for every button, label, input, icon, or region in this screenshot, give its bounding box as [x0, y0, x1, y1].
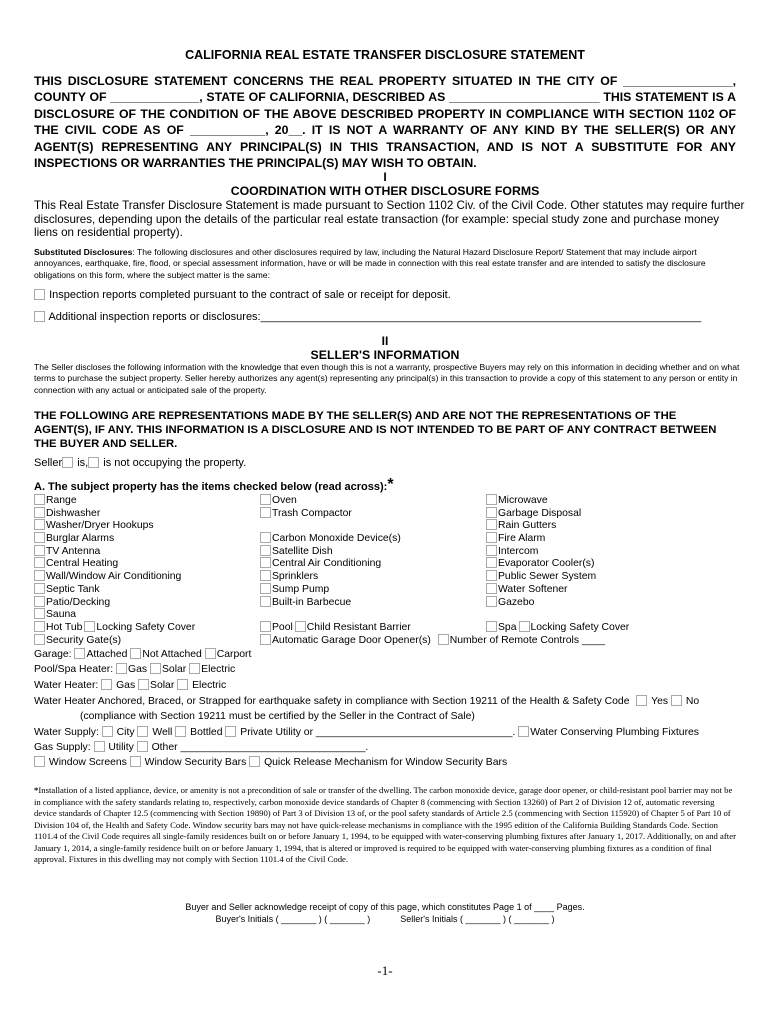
intro-statement: THIS DISCLOSURE STATEMENT CONCERNS THE REAL PROPERTY SITUATED IN THE CITY OF ________________, COUNTY OF _____________, STATE OF CALIFORNIA, DESCRIBED AS ______________________ THIS STATEMENT IS A DISCLOSURE OF THE CONDITION OF THE ABOVE DESCRIBED PROPERTY IN COMPLIANCE WITH SECTION 1102 OF THE CIVIL CODE AS OF ___________, 20__. IT IS NOT A WARRANTY OF ANY KIND BY THE SELLER(S) OR ANY AGENT(S) REPRESENTING ANY PRINCIPAL(S) IN THIS TRANSACTION, AND IS NOT A SUBSTITUTE FOR ANY INSPECTIONS OR WARRANTIES THE PRINCIPAL(S) MAY WISH TO OBTAIN.	[34, 74, 736, 171]
item-checkbox[interactable]	[34, 557, 45, 568]
item-checkbox[interactable]	[34, 494, 45, 505]
items-asterisk: *	[387, 476, 394, 493]
item-label: Carbon Monoxide Device(s)	[272, 533, 401, 545]
item-row	[486, 532, 596, 545]
window-bars-checkbox[interactable]	[130, 756, 141, 767]
item-label: Microwave	[498, 495, 548, 506]
remote-controls-label: Number of Remote Controls ____	[449, 635, 606, 646]
item-label: Rain Gutters	[498, 520, 557, 532]
garage-openers-label: Automatic Garage Door Opener(s)	[272, 635, 431, 646]
additional-reports-label: Additional inspection reports or disclosures:________________________________________________________________________	[48, 311, 702, 323]
item-checkbox[interactable]	[260, 507, 271, 518]
item-row	[486, 494, 596, 507]
item-row	[486, 519, 596, 532]
initials-line	[0, 914, 770, 924]
pool-heater-solar-label: Solar	[161, 664, 187, 675]
section-2-number: II	[381, 334, 389, 348]
item-label: Fire Alarm	[498, 533, 546, 545]
item-checkbox[interactable]	[34, 596, 45, 607]
item-checkbox[interactable]	[486, 583, 497, 594]
seller-is-not-label: is not occupying the property.	[103, 457, 247, 469]
item-row	[260, 507, 401, 520]
window-screens-label: Window Screens	[48, 757, 127, 768]
spa-row	[486, 621, 629, 633]
anchored-row	[34, 695, 699, 707]
garage-openers-row	[260, 634, 605, 646]
item-label: Gazebo	[498, 596, 535, 608]
garage-row	[34, 648, 251, 660]
item-row	[260, 545, 401, 558]
item-row	[34, 532, 181, 545]
items-column-2	[260, 494, 401, 608]
item-checkbox[interactable]	[260, 545, 271, 556]
item-label: Burglar Alarms	[46, 533, 115, 545]
pool-heater-row	[34, 663, 235, 675]
inspection-reports-checkbox[interactable]	[34, 289, 45, 300]
item-label: Satellite Dish	[272, 545, 333, 557]
seller-occupancy-line	[34, 457, 246, 469]
item-row	[260, 532, 401, 545]
item-label: Patio/Decking	[46, 596, 111, 608]
additional-reports-checkbox[interactable]	[34, 311, 45, 322]
pool-row	[260, 621, 411, 633]
water-conserving-checkbox[interactable]	[518, 726, 529, 737]
item-checkbox[interactable]	[260, 557, 271, 568]
items-heading	[34, 476, 394, 494]
pool-heater-electric-checkbox[interactable]	[189, 663, 200, 674]
item-checkbox[interactable]	[34, 507, 45, 518]
item-row	[486, 570, 596, 583]
item-label: Central Heating	[46, 558, 119, 570]
item-label: Central Air Conditioning	[272, 558, 382, 570]
item-label: Dishwasher	[46, 507, 101, 519]
acknowledgment-line: Buyer and Seller acknowledge receipt of copy of this page, which constitutes Page 1 of ____ Pages.	[185, 902, 585, 912]
gas-supply-label: Gas Supply:	[34, 742, 91, 753]
item-checkbox[interactable]	[34, 532, 45, 543]
gas-supply-row	[34, 741, 368, 753]
item-label: Washer/Dryer Hookups	[46, 520, 154, 532]
inspection-reports-label: Inspection reports completed pursuant to the contract of sale or receipt for deposit.	[49, 289, 451, 301]
garage-label: Garage:	[34, 649, 72, 660]
carport-checkbox[interactable]	[205, 648, 216, 659]
water-heater-electric-label: Electric	[192, 680, 227, 691]
water-well-label: Well	[152, 727, 173, 738]
anchored-yes-checkbox[interactable]	[636, 695, 647, 706]
item-label: Evaporator Cooler(s)	[498, 558, 595, 570]
water-heater-gas-label: Gas	[116, 680, 136, 691]
water-heater-electric-checkbox[interactable]	[177, 679, 188, 690]
item-label: Septic Tank	[46, 583, 100, 595]
water-supply-label: Water Supply:	[34, 727, 99, 738]
item-row	[260, 519, 401, 532]
spa-cover-checkbox[interactable]	[519, 621, 530, 632]
item-checkbox[interactable]	[260, 570, 271, 581]
item-label: Water Softener	[498, 583, 568, 595]
option-inspection-reports[interactable]	[34, 289, 451, 301]
item-label: Built-in Barbecue	[272, 596, 352, 608]
section-2-heading: SELLER'S INFORMATION	[310, 348, 460, 362]
item-row	[34, 494, 181, 507]
water-heater-label: Water Heater:	[34, 680, 99, 691]
gas-other-checkbox[interactable]	[137, 741, 148, 752]
hot-tub-label: Hot Tub	[46, 622, 83, 633]
item-row	[260, 494, 401, 507]
item-row	[34, 583, 181, 596]
item-row	[34, 519, 181, 532]
item-checkbox[interactable]	[486, 532, 497, 543]
section-2-body: The Seller discloses the following information with the knowledge that even though this is not a warranty, prospective Buyers may rely on this information in deciding whether and on what terms to purchase the subject property. Seller hereby authorizes any agent(s) representing any principal(s) in this transaction to provide a copy of this statement to any person or entity in connection with any actual or anticipated sale of the property.	[34, 362, 740, 395]
item-checkbox[interactable]	[34, 570, 45, 581]
garage-attached-label: Attached	[86, 649, 128, 660]
item-row	[486, 583, 596, 596]
item-row	[34, 507, 181, 520]
item-row	[486, 557, 596, 570]
item-checkbox[interactable]	[486, 570, 497, 581]
section-1-body: This Real Estate Transfer Disclosure Statement is made pursuant to Section 1102 Civ. of the Civil Code. Other statutes may require further disclosures, depending upon the details of the particular real estate transaction (for example: special study zone and purchase money liens on residential property).	[34, 199, 745, 240]
water-private-label: Private Utility or __________________________________.	[240, 727, 516, 738]
item-row	[486, 545, 596, 558]
buyer-initials[interactable]: Buyer's Initials ( _______ ) ( _______ )	[215, 914, 371, 924]
item-row	[486, 507, 596, 520]
quick-release-label: Quick Release Mechanism for Window Security Bars	[264, 757, 508, 768]
spa-cover-label: Locking Safety Cover	[530, 622, 630, 633]
seller-is-not-checkbox[interactable]	[88, 457, 99, 468]
item-checkbox[interactable]	[260, 494, 271, 505]
representation-statement: THE FOLLOWING ARE REPRESENTATIONS MADE BY THE SELLER(S) AND ARE NOT THE REPRESENTATIONS OF THE AGENT(S), IF ANY. THIS INFORMATION IS A DISCLOSURE AND IS NOT INTENDED TO BE PART OF ANY CONTRACT BETWEEN THE BUYER AND SELLER.	[34, 410, 717, 450]
page-number: -1-	[377, 963, 393, 978]
gas-utility-checkbox[interactable]	[94, 741, 105, 752]
water-conserving-label: Water Conserving Plumbing Fixtures	[530, 727, 699, 738]
water-well-checkbox[interactable]	[137, 726, 148, 737]
items-column-1	[34, 494, 181, 621]
water-private-checkbox[interactable]	[225, 726, 236, 737]
item-checkbox[interactable]	[34, 519, 45, 530]
item-label: Garbage Disposal	[498, 507, 582, 519]
spa-label: Spa	[498, 622, 517, 633]
pool-heater-gas-checkbox[interactable]	[116, 663, 127, 674]
anchored-no-checkbox[interactable]	[671, 695, 682, 706]
pool-heater-electric-label: Electric	[201, 664, 236, 675]
gas-utility-label: Utility	[108, 742, 134, 753]
pool-heater-solar-checkbox[interactable]	[150, 663, 161, 674]
pool-label: Pool	[272, 622, 293, 633]
items-heading-text: A. The subject property has the items checked below (read across):	[34, 481, 388, 493]
footnote-text: Installation of a listed appliance, device, or amenity is not a precondition of sale or transfer of the dwelling. The carbon monoxide device, garage door opener, or child-resistant pool barrier may not be in compliance with the safety standards relating to, respectively, carbon monoxide device standards of Chapter 8 (commencing with Section 13260) of Part 2 of Division 12 of, automatic reversing device standards of Chapter 12.5 (commencing with Section 19890) of Part 3 of Division 13 of, or the pool safety standards of Article 2.5 (commencing with Section 115920) of Chapter 5 of Part 10 of Division 104 of, the Health and Safety Code. Window security bars may not have quick-release mechanisms in compliance with the 1995 edition of the California Building Standards Code. Section 1101.4 of the Civil Code requires all single-family residences built on or before January 1, 1994, to be equipped with water-conserving plumbing fixtures after January 1, 2017. Additionally, on and after January 1, 2014, a single-family residence built on or before January 1, 1994, that is altered or improved is required to be equipped with water-conserving plumbing fixtures as a condition of final approval. Fixtures in this dwelling may not comply with Section 1101.4 of the Civil Code.	[34, 785, 736, 864]
remote-controls-checkbox[interactable]	[438, 634, 449, 645]
item-row	[34, 557, 181, 570]
water-city-checkbox[interactable]	[102, 726, 113, 737]
hot-tub-row	[34, 621, 195, 633]
anchored-note: (compliance with Section 19211 must be certified by the Seller in the Contract of Sale)	[80, 711, 475, 722]
hot-tub-cover-label: Locking Safety Cover	[96, 622, 196, 633]
seller-is-checkbox[interactable]	[62, 457, 73, 468]
seller-is-label: is,	[77, 457, 89, 469]
item-checkbox[interactable]	[486, 507, 497, 518]
item-row	[260, 570, 401, 583]
substituted-disclosures	[34, 247, 746, 281]
seller-word: Seller	[34, 457, 63, 469]
seller-initials[interactable]: Seller's Initials ( _______ ) ( _______ )	[400, 914, 555, 924]
item-label: Wall/Window Air Conditioning	[46, 571, 182, 583]
item-checkbox[interactable]	[486, 519, 497, 530]
anchored-no-label: No	[685, 696, 700, 707]
item-label: Public Sewer System	[498, 571, 597, 583]
item-row	[34, 545, 181, 558]
water-heater-solar-checkbox[interactable]	[138, 679, 149, 690]
garage-not-attached-checkbox[interactable]	[130, 648, 141, 659]
item-checkbox[interactable]	[486, 557, 497, 568]
substituted-text: : The following disclosures and other disclosures required by law, including the Natural Hazard Disclosure Report/ Statement that may include airport annoyances, earthquake, fire, flood, or special assessment information, have or will be made in connection with this real estate transfer and are intended to satisfy the disclosure obligations on this form, where the subject matter is the same:	[34, 247, 706, 280]
security-gates-row	[34, 634, 121, 646]
water-heater-solar-label: Solar	[150, 680, 175, 691]
footnote-star: *	[34, 785, 39, 795]
item-label: Range	[46, 495, 77, 506]
water-supply-row	[34, 726, 699, 738]
carport-label: Carport	[216, 649, 252, 660]
item-row	[260, 557, 401, 570]
item-row	[34, 570, 181, 583]
item-checkbox[interactable]	[260, 596, 271, 607]
section-1-number: I	[383, 170, 387, 184]
item-row	[260, 583, 401, 596]
windows-row	[34, 756, 507, 768]
pool-heater-label: Pool/Spa Heater:	[34, 664, 114, 675]
footnote	[34, 785, 736, 866]
item-row	[486, 596, 596, 609]
item-label: Trash Compactor	[272, 507, 352, 519]
garage-attached-checkbox[interactable]	[74, 648, 85, 659]
garage-openers-checkbox[interactable]	[260, 634, 271, 645]
section-1-heading: COORDINATION WITH OTHER DISCLOSURE FORMS	[230, 184, 540, 198]
item-checkbox[interactable]	[34, 583, 45, 594]
item-checkbox[interactable]	[260, 532, 271, 543]
item-label: Sump Pump	[272, 583, 330, 595]
quick-release-checkbox[interactable]	[249, 756, 260, 767]
item-checkbox[interactable]	[486, 494, 497, 505]
anchored-text: Water Heater Anchored, Braced, or Strapped for earthquake safety in compliance with Section 19211 of the Health & Safety Code	[34, 696, 630, 707]
item-label: Intercom	[498, 545, 539, 557]
item-checkbox[interactable]	[34, 545, 45, 556]
item-label: Oven	[272, 495, 297, 506]
water-heater-row	[34, 679, 226, 691]
pool-heater-gas-label: Gas	[128, 664, 148, 675]
pool-checkbox[interactable]	[260, 621, 271, 632]
water-heater-gas-checkbox[interactable]	[101, 679, 112, 690]
security-gates-checkbox[interactable]	[34, 634, 45, 645]
item-label: Sauna	[46, 609, 77, 621]
water-bottled-checkbox[interactable]	[175, 726, 186, 737]
document-title: CALIFORNIA REAL ESTATE TRANSFER DISCLOSURE STATEMENT	[185, 48, 585, 62]
item-row	[34, 596, 181, 609]
window-bars-label: Window Security Bars	[144, 757, 247, 768]
hot-tub-cover-checkbox[interactable]	[84, 621, 95, 632]
option-additional-reports[interactable]	[34, 311, 701, 323]
substituted-label: Substituted Disclosures	[34, 247, 133, 257]
child-barrier-checkbox[interactable]	[295, 621, 306, 632]
item-row	[260, 596, 401, 609]
water-bottled-label: Bottled	[190, 727, 223, 738]
spa-checkbox[interactable]	[486, 621, 497, 632]
items-column-3	[486, 494, 596, 608]
security-gates-label: Security Gate(s)	[46, 635, 122, 646]
item-checkbox[interactable]	[260, 583, 271, 594]
window-screens-checkbox[interactable]	[34, 756, 45, 767]
item-checkbox[interactable]	[34, 608, 45, 619]
item-label: TV Antenna	[46, 545, 101, 557]
garage-not-attached-label: Not Attached	[142, 649, 202, 660]
item-checkbox[interactable]	[486, 545, 497, 556]
anchored-yes-label: Yes	[651, 696, 669, 707]
hot-tub-checkbox[interactable]	[34, 621, 45, 632]
item-row	[34, 608, 181, 621]
gas-other-label: Other ________________________________.	[151, 742, 369, 753]
water-city-label: City	[116, 727, 135, 738]
item-checkbox[interactable]	[486, 596, 497, 607]
item-label: Sprinklers	[272, 571, 319, 583]
child-barrier-label: Child Resistant Barrier	[306, 622, 411, 633]
